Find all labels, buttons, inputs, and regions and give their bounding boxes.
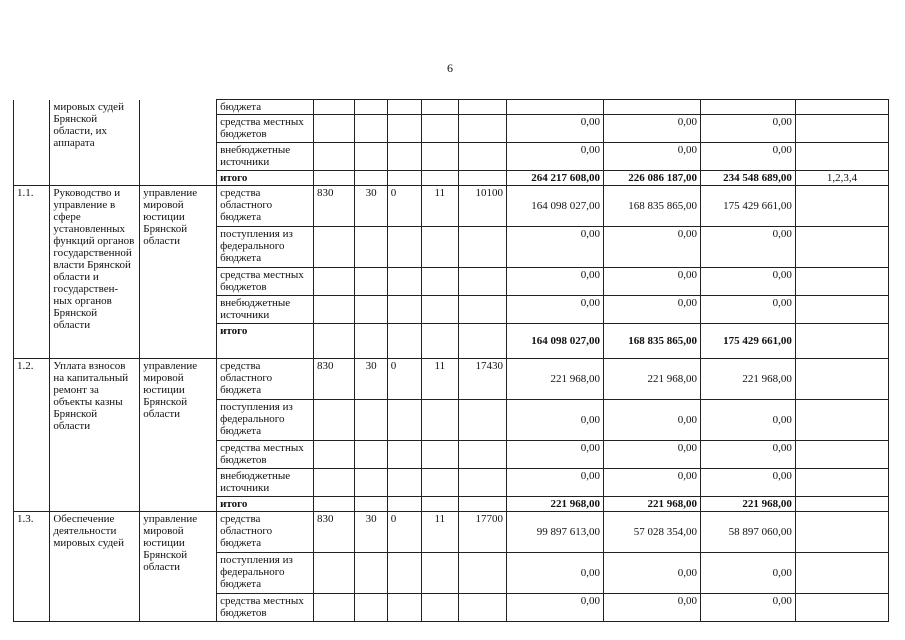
- page-number: 6: [447, 61, 453, 75]
- table-row: средства местных бюджетов 0,00 0,00 0,00: [14, 115, 889, 143]
- table-row: внебюджетные источники 0,00 0,00 0,00: [14, 296, 889, 324]
- continuation-name: мировых судей Брянской области, их аппарата: [50, 100, 140, 186]
- table-row-total: итого 164 098 027,00 168 835 865,00 175 429 661,00: [14, 324, 889, 359]
- table-row: мировых судей Брянской области, их аппарата бюджета: [14, 100, 889, 115]
- table-row: внебюджетные источники 0,00 0,00 0,00: [14, 143, 889, 171]
- table-row: внебюджетные источники 0,00 0,00 0,00: [14, 469, 889, 497]
- table-row: средства местных бюджетов 0,00 0,00 0,00: [14, 441, 889, 469]
- budget-table: [13, 99, 889, 622]
- table-row-total: итого 264 217 608,00 226 086 187,00 234 548 689,00 1,2,3,4: [14, 171, 889, 186]
- table-row: средства местных бюджетов 0,00 0,00 0,00: [14, 268, 889, 296]
- table-row: 1.2. Уплата взносов на капитальный ремонт за объекты казны Брянской области управление мировой юстиции Брянской области средства областного бюджета 830 30 0 11 17430 221 968,00 221 968,00 221 968,00: [14, 359, 889, 400]
- table-row: 1.1. Руководство и управление в сфере установленных функций органов государственной власти Брянской области и государствен-ных органов Брянской области управление мировой юстиции Брянской области средства областного бюджета 830 30 0 11 10100 164 098 027,00 168 835 865,00 175 429 661,00: [14, 186, 889, 227]
- table-row: 1.3. Обеспечение деятельности мировых судей управление мировой юстиции Брянской области средства областного бюджета 830 30 0 11 17700 99 897 613,00 57 028 354,00 58 897 060,00: [14, 512, 889, 553]
- table-row: поступления из федерального бюджета 0,00 0,00 0,00: [14, 227, 889, 268]
- table-row: поступления из федерального бюджета 0,00 0,00 0,00: [14, 400, 889, 441]
- table-row-total: итого 221 968,00 221 968,00 221 968,00: [14, 497, 889, 512]
- table-row: поступления из федерального бюджета 0,00 0,00 0,00: [14, 553, 889, 594]
- table-row: средства местных бюджетов 0,00 0,00 0,00: [14, 594, 889, 622]
